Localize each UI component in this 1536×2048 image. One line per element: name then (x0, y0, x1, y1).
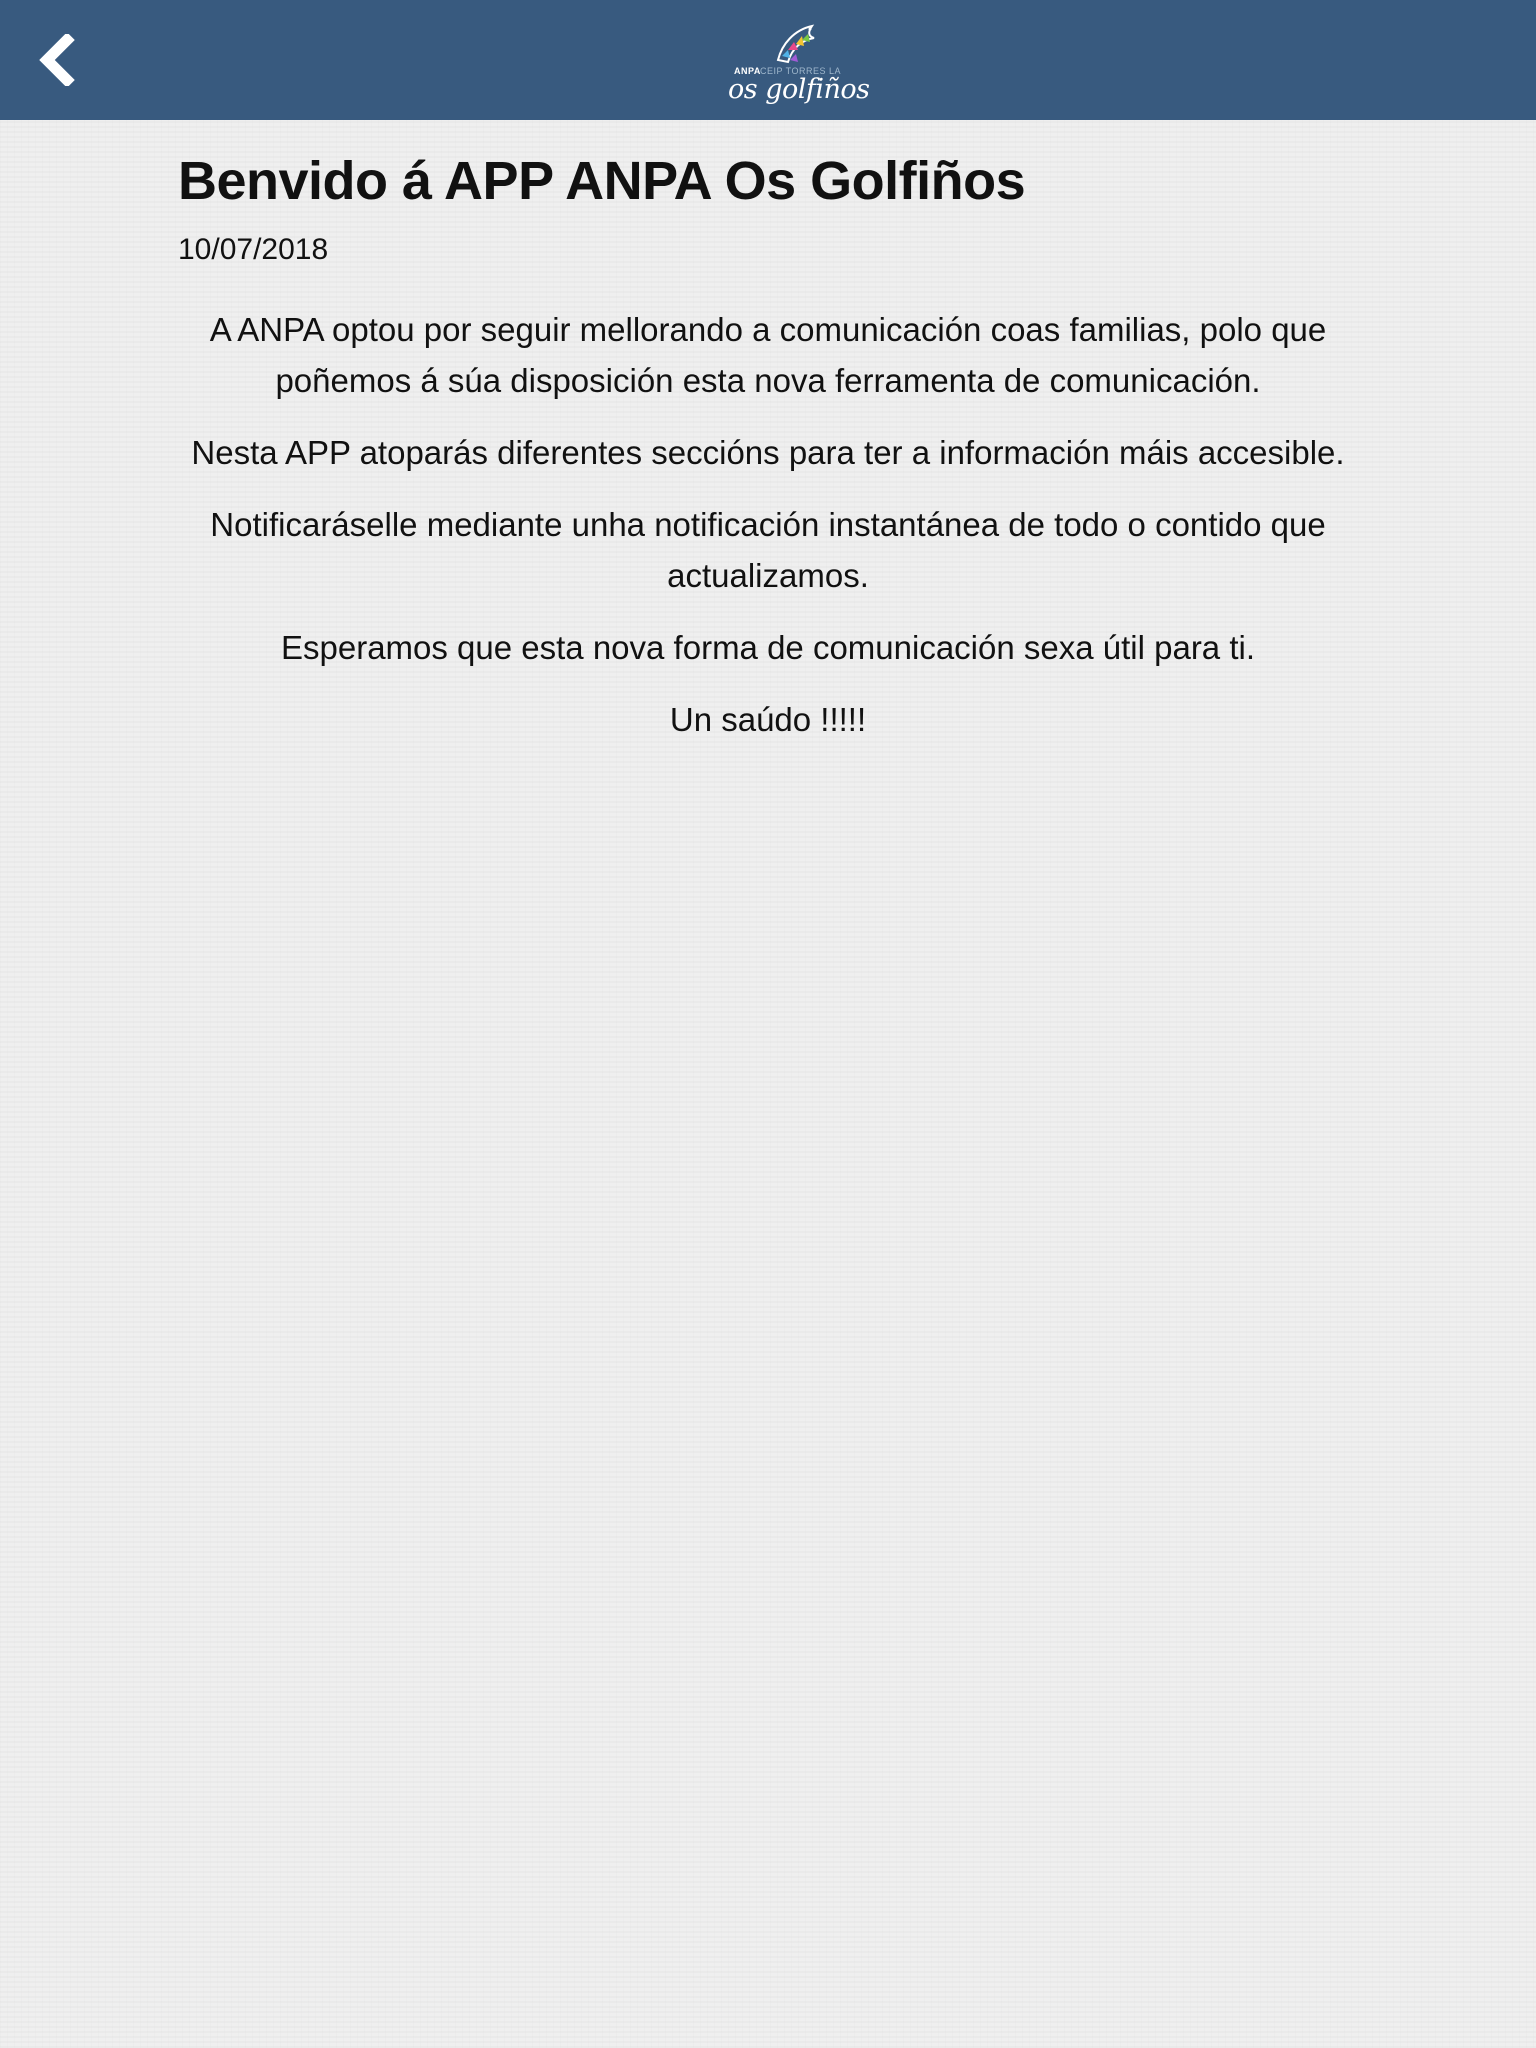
logo-small-text: ANPA (734, 66, 761, 76)
top-app-bar (0, 0, 1536, 120)
article-title: Benvido á APP ANPA Os Golfiños (178, 151, 1026, 211)
back-button[interactable] (22, 22, 92, 98)
article (178, 120, 1358, 766)
article-paragraph: Nesta APP atoparás diferentes seccións para ter a información máis accesible. (191, 434, 1345, 471)
article-paragraph: Esperamos que esta nova forma de comunicación sexa útil para ti. (280, 629, 1255, 666)
article-paragraph: Un saúdo !!!!! (669, 701, 867, 738)
article-paragraph: A ANPA optou por seguir mellorando a comunicación coas familias, polo que poñemos á súa disposición esta nova ferramenta de comunicación. (209, 311, 1327, 399)
chevron-left-icon (37, 34, 77, 86)
app-logo (724, 20, 870, 106)
article-body (178, 304, 1358, 745)
article-paragraph: Notificaráselle mediante unha notificación instantánea de todo o contido que actualizamos. (210, 506, 1326, 594)
logo-name: os golfiños (728, 74, 870, 105)
dolphin-logo-icon (768, 20, 826, 72)
article-date: 10/07/2018 (178, 233, 329, 266)
logo-sub-text: CEIP TORRES LA (760, 66, 842, 76)
